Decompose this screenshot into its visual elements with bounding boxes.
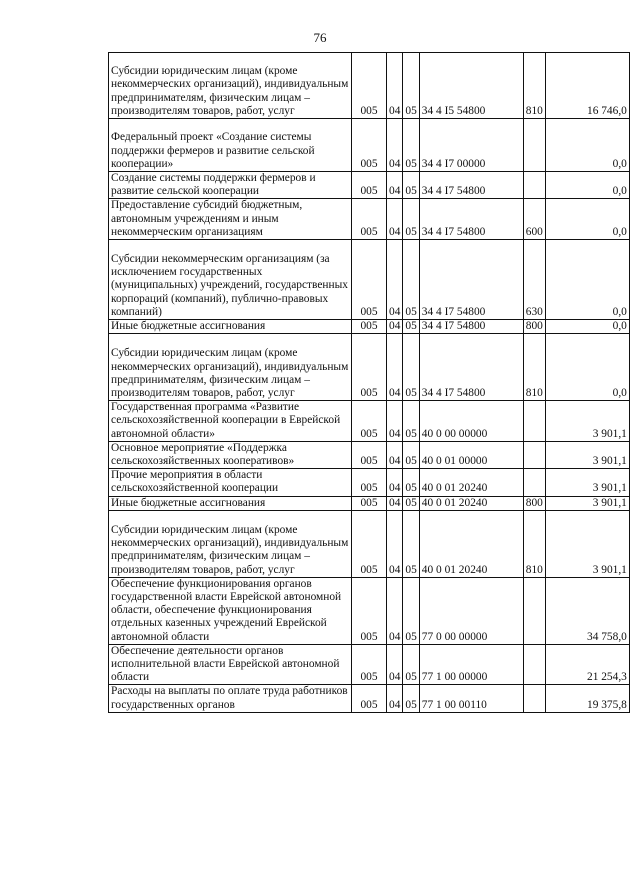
row-program-code: 34 4 I7 00000 [419,119,523,172]
row-name: Субсидии некоммерческим организациям (за исключением государственных (муниципальных) учреждений, государственных корпораций (компаний), публично-правовых компаний) [109,240,352,320]
row-expense-type-code: 810 [523,510,545,577]
row-section-code: 04 [387,577,403,644]
row-amount: 0,0 [545,119,629,172]
table-row [109,172,630,199]
row-program-code: 77 1 00 00110 [419,685,523,712]
row-program-code: 34 4 I7 54800 [419,320,523,334]
row-program-code: 77 0 00 00000 [419,577,523,644]
row-name: Обеспечение деятельности органов исполнительной власти Еврейской автономной области [109,644,352,685]
row-program-code: 34 4 I7 54800 [419,172,523,199]
row-name: Государственная программа «Развитие сельскохозяйственной кооперации в Еврейской автономной области» [109,401,352,442]
row-program-code: 77 1 00 00000 [419,644,523,685]
row-expense-type-code [523,119,545,172]
row-amount: 21 254,3 [545,644,629,685]
row-name: Иные бюджетные ассигнования [109,496,352,510]
row-admin-code: 005 [352,53,387,119]
row-amount: 3 901,1 [545,469,629,496]
row-subsection-code: 05 [403,401,419,442]
row-section-code: 04 [387,240,403,320]
row-admin-code: 005 [352,172,387,199]
row-expense-type-code: 630 [523,240,545,320]
table-row [109,510,630,577]
row-expense-type-code: 810 [523,53,545,119]
row-amount: 3 901,1 [545,441,629,468]
row-section-code: 04 [387,685,403,712]
row-amount: 16 746,0 [545,53,629,119]
row-amount: 0,0 [545,199,629,240]
row-expense-type-code [523,401,545,442]
row-subsection-code: 05 [403,172,419,199]
row-program-code: 40 0 00 00000 [419,401,523,442]
row-section-code: 04 [387,334,403,401]
row-expense-type-code: 800 [523,320,545,334]
row-subsection-code: 05 [403,119,419,172]
table-row [109,577,630,644]
row-section-code: 04 [387,644,403,685]
row-section-code: 04 [387,119,403,172]
row-subsection-code: 05 [403,199,419,240]
row-admin-code: 005 [352,199,387,240]
page-number: 76 [313,30,327,45]
row-program-code: 34 4 I5 54800 [419,53,523,119]
row-program-code: 40 0 01 20240 [419,510,523,577]
row-name: Предоставление субсидий бюджетным, автономным учреждениям и иным некоммерческим организациям [109,199,352,240]
row-subsection-code: 05 [403,496,419,510]
row-name: Субсидии юридическим лицам (кроме некоммерческих организаций), индивидуальным предпринимателям, физическим лицам – производителям товаров, работ, услуг [109,334,352,401]
table-row [109,199,630,240]
row-expense-type-code [523,441,545,468]
row-admin-code: 005 [352,577,387,644]
row-admin-code: 005 [352,334,387,401]
row-section-code: 04 [387,401,403,442]
row-admin-code: 005 [352,441,387,468]
row-section-code: 04 [387,53,403,119]
row-expense-type-code [523,469,545,496]
row-subsection-code: 05 [403,334,419,401]
row-subsection-code: 05 [403,577,419,644]
row-subsection-code: 05 [403,320,419,334]
row-subsection-code: 05 [403,644,419,685]
row-name: Федеральный проект «Создание системы поддержки фермеров и развитие сельской кооперации» [109,119,352,172]
row-subsection-code: 05 [403,240,419,320]
row-amount: 3 901,1 [545,401,629,442]
row-admin-code: 005 [352,320,387,334]
row-program-code: 40 0 01 20240 [419,469,523,496]
table-row [109,320,630,334]
row-name: Основное мероприятие «Поддержка сельскохозяйственных кооперативов» [109,441,352,468]
row-name: Иные бюджетные ассигнования [109,320,352,334]
row-name: Обеспечение функционирования органов государственной власти Еврейской автономной области, обеспечение функционирования отдельных казенных учреждений Еврейской автономной области [109,577,352,644]
row-admin-code: 005 [352,510,387,577]
table-row [109,644,630,685]
row-amount: 3 901,1 [545,496,629,510]
table-row [109,240,630,320]
row-admin-code: 005 [352,119,387,172]
row-program-code: 40 0 01 20240 [419,496,523,510]
table-row [109,119,630,172]
row-expense-type-code: 810 [523,334,545,401]
row-subsection-code: 05 [403,685,419,712]
row-expense-type-code: 800 [523,496,545,510]
row-section-code: 04 [387,320,403,334]
row-amount: 0,0 [545,240,629,320]
row-section-code: 04 [387,172,403,199]
row-expense-type-code: 600 [523,199,545,240]
table-row [109,53,630,119]
row-expense-type-code [523,685,545,712]
row-admin-code: 005 [352,469,387,496]
row-subsection-code: 05 [403,441,419,468]
row-section-code: 04 [387,510,403,577]
table-row [109,401,630,442]
row-program-code: 34 4 I7 54800 [419,199,523,240]
table-row [109,334,630,401]
row-name: Прочие мероприятия в области сельскохозяйственной кооперации [109,469,352,496]
row-amount: 0,0 [545,320,629,334]
table-row [109,496,630,510]
row-section-code: 04 [387,441,403,468]
row-name: Расходы на выплаты по оплате труда работников государственных органов [109,685,352,712]
row-admin-code: 005 [352,496,387,510]
row-expense-type-code [523,172,545,199]
row-admin-code: 005 [352,240,387,320]
row-program-code: 34 4 I7 54800 [419,334,523,401]
table-row [109,685,630,712]
row-program-code: 40 0 01 00000 [419,441,523,468]
row-expense-type-code [523,644,545,685]
row-section-code: 04 [387,469,403,496]
row-amount: 0,0 [545,334,629,401]
row-admin-code: 005 [352,644,387,685]
row-program-code: 34 4 I7 54800 [419,240,523,320]
row-amount: 19 375,8 [545,685,629,712]
row-name: Субсидии юридическим лицам (кроме некоммерческих организаций), индивидуальным предпринимателям, физическим лицам – производителям товаров, работ, услуг [109,510,352,577]
row-amount: 3 901,1 [545,510,629,577]
row-name: Субсидии юридическим лицам (кроме некоммерческих организаций), индивидуальным предпринимателям, физическим лицам – производителям товаров, работ, услуг [109,53,352,119]
row-amount: 0,0 [545,172,629,199]
row-section-code: 04 [387,496,403,510]
row-section-code: 04 [387,199,403,240]
row-subsection-code: 05 [403,510,419,577]
table-row [109,469,630,496]
row-expense-type-code [523,577,545,644]
row-admin-code: 005 [352,685,387,712]
row-subsection-code: 05 [403,469,419,496]
budget-table [108,52,630,713]
row-amount: 34 758,0 [545,577,629,644]
row-name: Создание системы поддержки фермеров и развитие сельской кооперации [109,172,352,199]
row-subsection-code: 05 [403,53,419,119]
table-row [109,441,630,468]
row-admin-code: 005 [352,401,387,442]
